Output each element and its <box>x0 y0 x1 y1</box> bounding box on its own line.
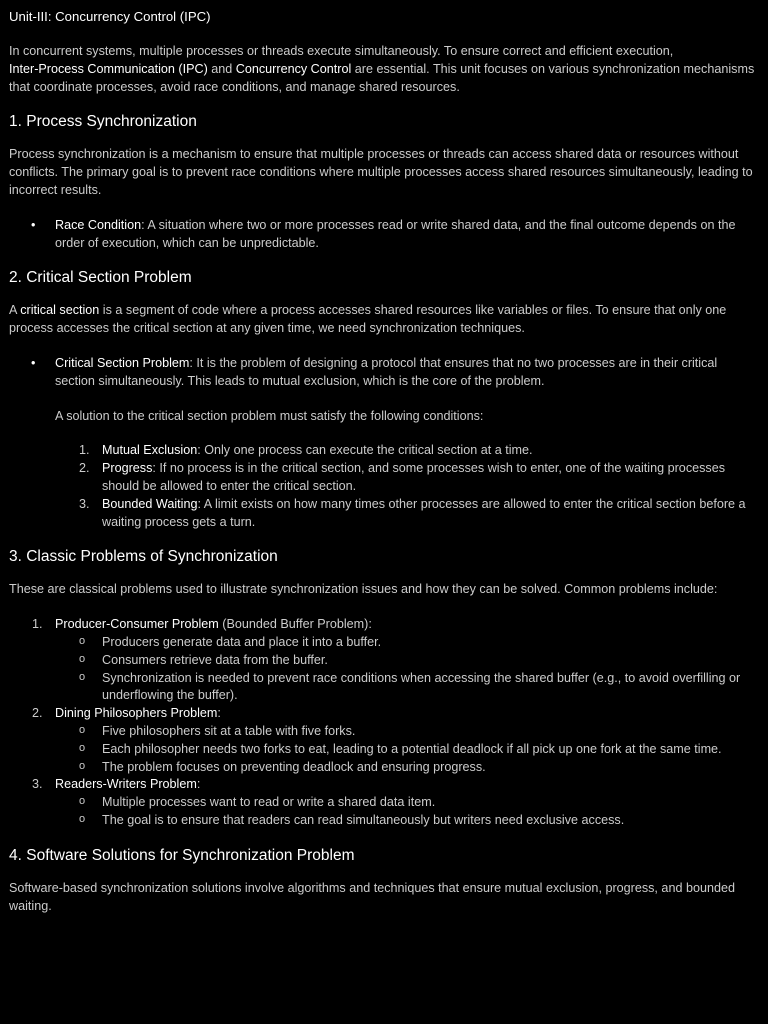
sub-list <box>9 723 759 776</box>
condition-text: : A limit exists on how many times other processes are allowed to enter the critical section before a waiting process gets a turn. <box>102 496 746 529</box>
condition-text: : Only one process can execute the critical section at a time. <box>197 443 533 458</box>
unit-title: Unit-III: Concurrency Control (IPC) <box>9 9 211 24</box>
list-item <box>9 217 759 253</box>
list-item: o The problem focuses on preventing deadlock and ensuring progress. <box>9 759 759 777</box>
list-number: 2. <box>79 461 90 476</box>
section-heading-1: 1. Process Synchronization <box>9 113 197 131</box>
text: is a segment of code where a process accesses shared resources like variables or files. To ensure that only one process accesses the critical section at any given time, we need synchronization techniques. <box>9 303 727 336</box>
list-item: o Each philosopher needs two forks to eat, leading to a potential deadlock if all pick up one fork at the same time. <box>9 741 759 759</box>
list-number: 3. <box>32 777 43 792</box>
intro-term-concurrency: Concurrency Control <box>235 61 352 76</box>
conditions-list <box>9 442 759 531</box>
intro-text-3: are essential. This unit focuses on various synchronization mechanisms that coordinate processes, avoid race conditions, and manage shared resources. <box>9 61 755 94</box>
section-3-paragraph: These are classical problems used to illustrate synchronization issues and how they can be solved. Common problems include: <box>9 582 718 597</box>
list-number: 1. <box>79 443 90 458</box>
term-mutual-exclusion: Mutual Exclusion <box>102 443 198 458</box>
list-item <box>9 442 759 460</box>
list-item: o Producers generate data and place it into a buffer. <box>9 634 759 652</box>
intro-term-ipc: Inter-Process Communication (IPC) <box>9 61 208 76</box>
term-critical-section-problem: Critical Section Problem <box>55 355 190 370</box>
intro-paragraph <box>9 43 759 96</box>
list-item <box>9 355 759 391</box>
term-producer-consumer: Producer-Consumer Problem <box>55 617 219 632</box>
list-item <box>9 705 759 776</box>
problems-list <box>9 616 759 830</box>
problem-text: (Bounded Buffer Problem): <box>218 617 372 632</box>
list-number: 3. <box>79 496 90 511</box>
section-1-bullets <box>9 217 759 253</box>
list-item: o Consumers retrieve data from the buffer. <box>9 652 759 670</box>
intro-text-1: In concurrent systems, multiple processes or threads execute simultaneously. To ensure correct and efficient execution, <box>9 44 674 58</box>
term-dining-philosophers: Dining Philosophers Problem <box>55 706 218 721</box>
list-item <box>9 496 759 532</box>
term-readers-writers: Readers-Writers Problem <box>55 777 197 792</box>
list-item: o Synchronization is needed to prevent race conditions when accessing the shared buffer (e.g., to avoid overfilling or underflowing the buffer). <box>9 670 759 706</box>
conditions-intro: A solution to the critical section problem must satisfy the following conditions: <box>55 408 484 423</box>
problem-text: : <box>217 706 221 721</box>
section-heading-3: 3. Classic Problems of Synchronization <box>9 548 278 566</box>
section-2-paragraph <box>9 302 759 338</box>
intro-text-2: and <box>207 61 236 76</box>
term-race-condition: Race Condition <box>55 217 142 232</box>
list-item <box>9 460 759 496</box>
section-4-paragraph: Software-based synchronization solutions involve algorithms and techniques that ensure mutual exclusion, progress, and bounded waiting. <box>9 880 735 913</box>
list-number: 2. <box>32 706 43 721</box>
section-1-paragraph: Process synchronization is a mechanism to ensure that multiple processes or threads can access shared data or resources without conflicts. The primary goal is to prevent race conditions where multiple processes access shared resources simultaneously, leading to incorrect results. <box>9 147 753 197</box>
list-item <box>9 776 759 829</box>
list-item: o The goal is to ensure that readers can read simultaneously but writers need exclusive access. <box>9 812 759 830</box>
list-item: o Multiple processes want to read or write a shared data item. <box>9 794 759 812</box>
problem-text: : <box>196 777 201 792</box>
section-2-bullets <box>9 355 759 391</box>
list-number: 1. <box>32 617 43 632</box>
text: A <box>9 303 21 318</box>
term-bounded-waiting: Bounded Waiting <box>102 496 198 511</box>
bullet-text: : It is the problem of designing a protocol that ensures that no two processes are in their critical section simultaneously. This leads to mutual exclusion, which is the core of the problem. <box>55 355 718 388</box>
term-progress: Progress <box>102 461 153 476</box>
section-heading-2: 2. Critical Section Problem <box>9 269 192 287</box>
term-critical-section: critical section <box>20 303 100 318</box>
list-item: o Five philosophers sit at a table with five forks. <box>9 723 759 741</box>
sub-list <box>9 794 759 830</box>
condition-text: : If no process is in the critical section, and some processes wish to enter, one of the waiting processes should be allowed to enter the critical section. <box>102 461 726 493</box>
list-item <box>9 616 759 705</box>
section-heading-4: 4. Software Solutions for Synchronization Problem <box>9 846 355 864</box>
bullet-text: : A situation where two or more processes read or write shared data, and the final outcome depends on the order of execution, which can be unpredictable. <box>55 217 736 250</box>
sub-list <box>9 634 759 705</box>
